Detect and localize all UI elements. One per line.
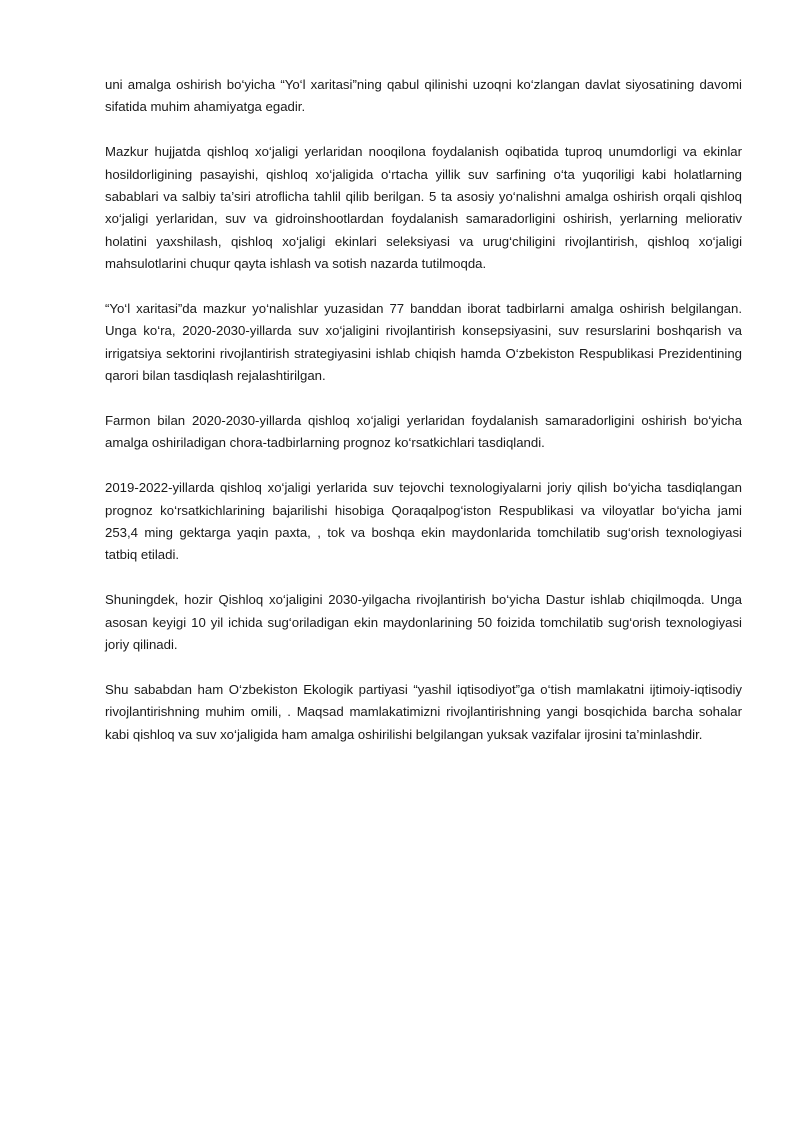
document-body [105,74,742,768]
paragraph-1: uni amalga oshirish bo‘yicha “Yo‘l xaritasi”ning qabul qilinishi uzoqni ko‘zlangan davlat siyosatining davomi sifatida muhim ahamiyatga egadir. [105,77,742,115]
paragraph-4: Farmon bilan 2020-2030-yillarda qishloq xo‘jaligi yerlaridan foydalanish samaradorligini oshirish bo‘yicha amalga oshiriladigan chora-tadbirlarning prognoz ko‘rsatkichlari tasdiqlandi. [105,413,742,451]
paragraph-2: Mazkur hujjatda qishloq xo‘jaligi yerlaridan nooqilona foydalanish oqibatida tuproq unumdorligi va ekinlar hosildorligining pasayishi, qishloq xo‘jaligida o‘rtacha yillik suv sarfining o‘ta yuqoriligi kabi holatlarning sabablari va salbiy ta’siri atroflicha tahlil qilib berilgan. 5 ta asosiy yo‘nalishni amalga oshirish orqali qishloq xo‘jaligi yerlaridan, suv va gidroinshootlardan foydalanish samaradorligini oshirish, yerlarning meliorativ holatini yaxshilash, qishloq xo‘jaligi ekinlari seleksiyasi va urug‘chiligini rivojlantirish, qishloq xo‘jaligi mahsulotlarini chuqur qayta ishlash va sotish nazarda tutilmoqda. [105,144,742,272]
paragraph-3: “Yo‘l xaritasi”da mazkur yo‘nalishlar yuzasidan 77 banddan iborat tadbirlarni amalga oshirish belgilangan. Unga ko‘ra, 2020-2030-yillarda suv xo‘jaligini rivojlantirish konsepsiyasini, suv resurslarini boshqarish va irrigatsiya sektorini rivojlantirish strategiyasini ishlab chiqish hamda O‘zbekiston Respublikasi Prezidentining qarori bilan tasdiqlash rejalashtirilgan. [105,301,742,384]
paragraph-7: Shu sababdan ham O‘zbekiston Ekologik partiyasi “yashil iqtisodiyot”ga o‘tish mamlakatni ijtimoiy-iqtisodiy rivojlantirishning muhim omili, . Maqsad mamlakatimizni rivojlantirishning yangi bosqichida barcha sohalar kabi qishloq va suv xo‘jaligida ham amalga oshirilishi belgilangan yuksak vazifalar ijrosini ta’minlashdir. [105,681,742,742]
paragraph-6: Shuningdek, hozir Qishloq xo‘jaligini 2030-yilgacha rivojlantirish bo‘yicha Dastur ishlab chiqilmoqda. Unga asosan keyigi 10 yil ichida sug‘oriladigan ekin maydonlarining 50 foizida tomchilatib sug‘orish texnologiyasi joriy qilinadi. [105,592,742,653]
paragraph-5: 2019-2022-yillarda qishloq xo‘jaligi yerlarida suv tejovchi texnologiyalarni joriy qilish bo‘yicha tasdiqlangan prognoz ko‘rsatkichlarining bajarilishi hisobiga Qoraqalpog‘iston Respublikasi va viloyatlar bo‘yicha jami 253,4 ming gektarga yaqin paxta, , tok va boshqa ekin maydonlarida tomchilatib sug‘orish texnologiyasi tatbiq etiladi. [105,480,742,563]
